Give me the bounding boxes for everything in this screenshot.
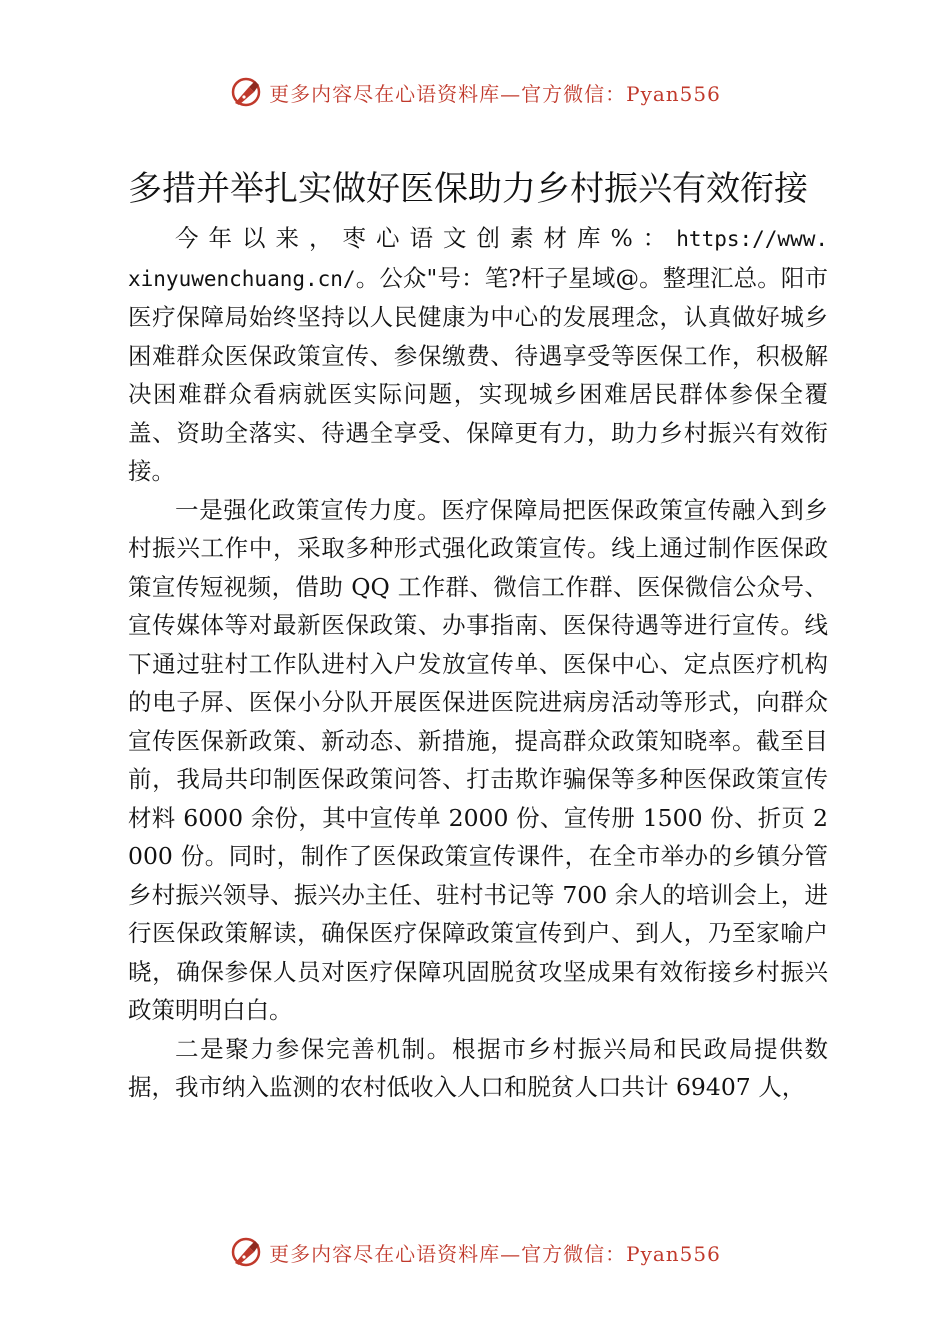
header-banner-text: 更多内容尽在心语资料库—官方微信：Pyan556 (269, 81, 721, 106)
pen-nib-logo-icon (229, 75, 263, 109)
paragraph-insurance-mechanism: 二是聚力参保完善机制。根据市乡村振兴局和民政局提供数据，我市纳入监测的农村低收入人口和脱贫人口共计 69407 人， (128, 1034, 828, 1101)
paragraph-policy-publicity: 一是强化政策宣传力度。医疗保障局把医保政策宣传融入到乡村振兴工作中，采取多种形式强化政策宣传。线上通过制作医保政策宣传短视频，借助 QQ 工作群、微信工作群、医保微信公众号、宣传媒体等对最新医保政策、办事指南、医保待遇等进行宣传。线下通过驻村工作队进村入户发放宣传单、医保中心、定点医疗机构的电子屏、医保小分队开展医保进医院进病房活动等形式，向群众宣传医保新政策、新动态、新措施，提高群众政策知晓率。截至目前，我局共印制医保政策问答、打击欺诈骗保等多种医保政策宣传材料 6000 余份，其中宣传单 2000 份、宣传册 1500 份、折页 2000 份。同时，制作了医保政策宣传课件，在全市举办的乡镇分管乡村振兴领导、振兴办主任、驻村书记等 700 余人的培训会上，进行医保政策解读，确保医疗保障政策宣传到户、到人，乃至家喻户晓，确保参保人员对医疗保障巩固脱贫攻坚成果有效衔接乡村振兴政策明明白白。 (128, 495, 828, 1024)
intro-url: https://www.xinyuwenchuang.cn/ (128, 227, 828, 291)
document-title: 多措并举扎实做好医保助力乡村振兴有效衔接 (128, 169, 808, 209)
header-watermark-banner (0, 72, 950, 112)
intro-text: 。公众"号：笔?杆子星域@。整理汇总。阳市医疗保障局始终坚持以人民健康为中心的发展理念，认真做好城乡困难群众医保政策宣传、参保缴费、待遇享受等医保工作，积极解决困难群众看病就医实际问题，实现城乡困难居民群体参保全覆盖、资助全落实、待遇全享受、保障更有力，助力乡村振兴有效衔接。 (128, 263, 828, 485)
document-body (128, 219, 828, 1107)
footer-watermark-banner (0, 1232, 950, 1272)
paragraph-intro (128, 219, 828, 491)
intro-lead: 今年以来，枣心语文创素材库%： (175, 224, 677, 252)
pen-nib-logo-icon (229, 1235, 263, 1269)
footer-banner-text: 更多内容尽在心语资料库—官方微信：Pyan556 (269, 1241, 721, 1266)
